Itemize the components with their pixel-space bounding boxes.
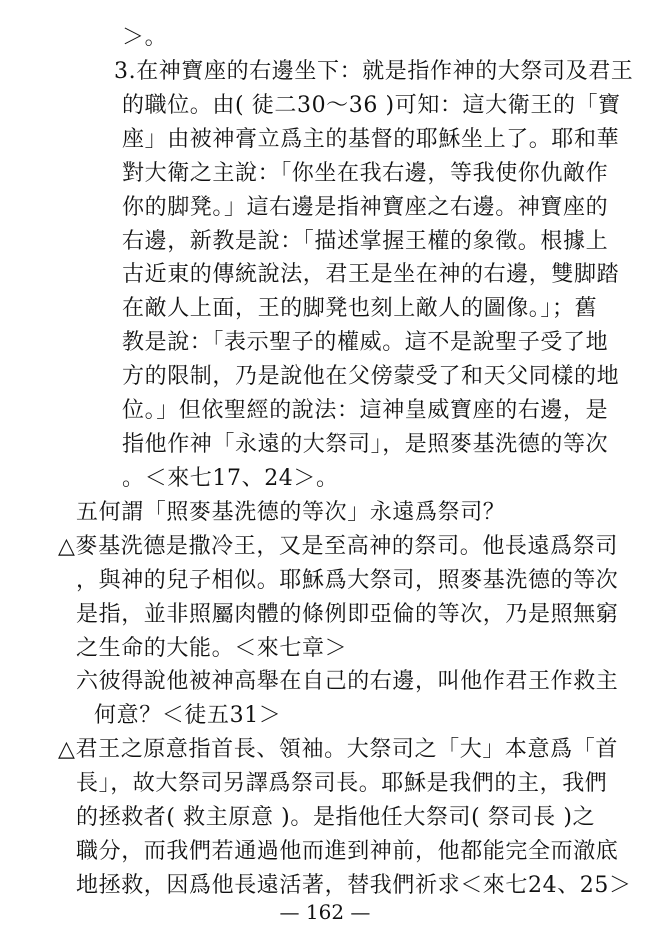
answer-6-line-2: 長」，故大祭司另譯爲祭司長。耶穌是我們的主，我們 xyxy=(76,771,608,797)
text-line-11: 方的限制，乃是說他在父傍蒙受了和天父同樣的地 xyxy=(122,364,620,390)
text-line-1: ＞。 xyxy=(122,25,168,50)
text-line-8: 古近東的傳統說法，君王是坐在神的右邊，雙脚踏 xyxy=(122,262,620,288)
text-line-10: 教是說：「表示聖子的權威。這不是說聖子受了地 xyxy=(122,330,609,356)
text-line-3: 的職位。由( 徒二30～36 )可知：這大衛王的「寶 xyxy=(122,92,621,118)
text-line-7: 右邊，新教是說：「描述掌握王權的象徵。根據上 xyxy=(122,228,609,254)
text-line-14: 。＜來七17、24＞。 xyxy=(122,465,339,491)
text-line-9: 在敵人上面，王的脚凳也刻上敵人的圖像。」；舊 xyxy=(122,296,598,322)
answer-5-line-1: △麥基洗德是撒冷王，又是至高神的祭司。他長遠爲祭司 xyxy=(58,533,618,559)
text-line-4: 座」由被神膏立爲主的基督的耶穌坐上了。耶和華 xyxy=(122,126,620,152)
text-line-2: 3.在神寶座的右邊坐下：就是指作神的大祭司及君王 xyxy=(114,58,634,84)
text-line-12: 位。」但依聖經的說法：這神皇威寶座的右邊，是 xyxy=(122,398,609,424)
text-line-5: 對大衛之主說：「你坐在我右邊，等我使你仇敵作 xyxy=(122,160,609,186)
answer-6-line-5: 地拯救，因爲他長遠活著，替我們祈求＜來七24、25＞ xyxy=(76,873,632,898)
answer-6-line-4: 職分，而我們若通過他而進到神前，他都能完全而澈底 xyxy=(76,839,619,865)
question-5: 五何謂「照麥基洗德的等次」永遠爲祭司？ xyxy=(76,499,506,525)
question-6-line-1: 六彼得說他被神高舉在自己的右邊，叫他作君王作救主 xyxy=(76,669,619,695)
answer-6-line-1: △君王之原意指首長、領袖。大祭司之「大」本意爲「首 xyxy=(58,737,618,763)
text-line-13: 指他作神「永遠的大祭司」，是照麥基洗德的等次 xyxy=(122,432,609,458)
answer-5-line-4: 之生命的大能。＜來七章＞ xyxy=(76,635,348,661)
answer-6-line-3: 的拯救者( 救主原意 )。是指他任大祭司( 祭司長 )之 xyxy=(76,805,596,831)
answer-5-line-2: ，與神的兒子相似。耶穌爲大祭司，照麥基洗德的等次 xyxy=(76,567,619,593)
question-6-line-2: 何意？＜徒五31＞ xyxy=(94,703,282,729)
answer-5-line-3: 是指，並非照屬肉體的條例即亞倫的等次，乃是照無窮 xyxy=(76,601,619,627)
text-line-6: 你的脚凳。」這右邊是指神寶座之右邊。神寶座的 xyxy=(122,194,609,220)
page-number: — 162 — xyxy=(279,900,371,924)
